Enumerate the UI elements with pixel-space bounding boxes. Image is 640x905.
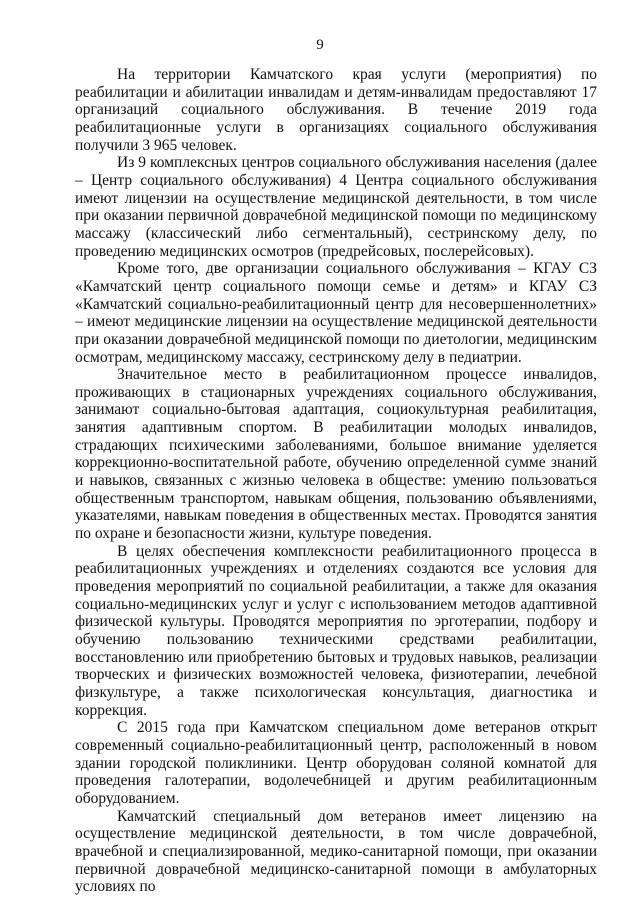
paragraph-services-overview: На территории Камчатского края услуги (мероприятия) по реабилитации и абилитации инвалидам и детям-инвалидам предоставляют 17 организаций социального обслуживания. В течение 2019 года реабилитационные услуги в организациях социального обслуживания получили 3 965 человек. (75, 66, 597, 154)
paragraph-rehabilitation-process: Значительное место в реабилитационном процессе инвалидов, проживающих в стационарных учреждениях социального обслуживания, занимают социально-бытовая адаптация, социокультурная реабилитация, занятия адаптивным спортом. В реабилитации молодых инвалидов, страдающих психическими заболеваниями, большое внимание уделяется коррекционно-воспитательной работе, обучению определенной сумме знаний и навыков, связанных с жизнью человека в обществе: умению пользоваться общественным транспортом, навыкам общения, пользованию объявлениями, указателями, навыкам поведения в общественных местах. Проводятся занятия по охране и безопасности жизни, культуре поведения. (75, 366, 597, 543)
paragraph-comprehensive-rehabilitation: В целях обеспечения комплексности реабилитационного процесса в реабилитационных учреждениях и отделениях создаются все условия для проведения мероприятий по социальной реабилитации, а также для оказания социально-медицинских услуг и услуг с использованием методов адаптивной физической культуры. Проводятся мероприятия по эрготерапии, подбору и обучению пользованию техническими средствами реабилитации, восстановлению или приобретению бытовых и трудовых навыков, реализации творческих и физических возможностей человека, физиотерапии, лечебной физкультуре, а также психологическая консультация, диагностика и коррекция. (75, 542, 597, 719)
paragraph-veterans-center-2015: С 2015 года при Камчатском специальном доме ветеранов открыт современный социально-реабилитационный центр, расположенный в новом здании городской поликлиники. Центр оборудован соляной комнатой для проведения галотерапии, водолечебницей и другим реабилитационным оборудованием. (75, 719, 597, 807)
page-number: 9 (316, 37, 324, 53)
paragraph-centers-licenses: Из 9 комплексных центров социального обслуживания населения (далее – Центр социального обслуживания) 4 Центра социального обслуживания имеют лицензии на осуществление медицинской деятельности, в том числе при оказании первичной доврачебной медицинской помощи по медицинскому массажу (классический либо сегментальный), сестринскому делу, по проведению медицинских осмотров (предрейсовых, послерейсовых). (75, 154, 597, 260)
document-body (75, 66, 597, 896)
paragraph-kgau-organizations: Кроме того, две организации социального обслуживания – КГАУ СЗ «Камчатский центр социального помощи семье и детям» и КГАУ СЗ «Камчатский социально-реабилитационный центр для несовершеннолетних» – имеют медицинские лицензии на осуществление медицинской деятельности при оказании доврачебной медицинской помощи по диетологии, медицинским осмотрам, медицинскому массажу, сестринскому делу в педиатрии. (75, 260, 597, 366)
paragraph-veterans-license: Камчатский специальный дом ветеранов имеет лицензию на осуществление медицинской деятельности, в том числе доврачебной, врачебной и специализированной, медико-санитарной помощи, при оказании первичной доврачебной медицинско-санитарной помощи в амбулаторных условиях по (75, 807, 597, 896)
